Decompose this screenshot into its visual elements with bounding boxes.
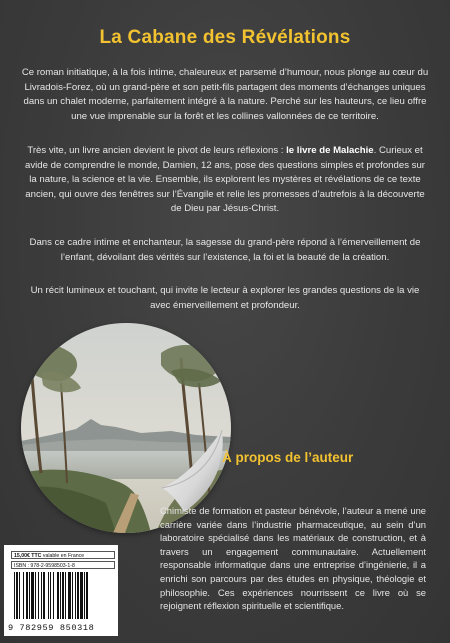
- barcode-bar: [86, 572, 88, 619]
- barcode-bar: [23, 572, 24, 619]
- barcode-digits: 9 782959 850318: [8, 623, 95, 633]
- synopsis-paragraph-4: Un récit lumineux et touchant, qui invite le lecteur à explorer les grandes questions de la vie avec émerveillement et profondeur.: [30, 285, 420, 311]
- isbn-label: ISBN : 978-2-9598503-1-8: [11, 561, 115, 569]
- barcode-bar: [31, 572, 34, 619]
- book-title: La Cabane des Révélations: [99, 27, 351, 48]
- book-reference: le livre de Malachie: [286, 145, 374, 156]
- barcode-bar: [29, 572, 30, 619]
- synopsis-p2-start: Très vite, un livre ancien devient le pivot de leurs réflexions :: [27, 145, 287, 156]
- barcode-bar: [60, 572, 61, 619]
- barcode-bar: [19, 572, 20, 619]
- barcode-bar: [84, 572, 85, 619]
- barcode-bar: [53, 572, 54, 619]
- barcode-bar: [41, 572, 42, 619]
- barcode-bar: [72, 572, 73, 619]
- price-note: valable en France: [42, 553, 85, 559]
- barcode-bar: [26, 572, 28, 619]
- barcode-bar: [16, 572, 18, 619]
- synopsis-paragraph-1: Ce roman initiatique, à la fois intime, chaleureux et parsemé d’humour, nous plonge au cœur du Livradois-Forez, où un grand-père et son petit-fils partagent des moments d’échanges uniques dans un chalet moderne, parfaitement intégré à la nature. Perché sur les hauteurs, ce lieu offre une vue imprenable sur la forêt et les collines vallonnées de ce territoire.: [21, 67, 429, 122]
- barcode-bar: [57, 572, 59, 619]
- barcode-bar: [43, 572, 45, 619]
- synopsis-p2-end: . Curieux et avide de comprendre le monde, Damien, 12 ans, pose des questions simples et profondes sur la nature, la science et la vie. Ensemble, ils explorent les mystères et révélations de ce texte ancien, qui ouvre des fenêtres sur l’Évangile et relie les promesses d’autrefois à la découverte de Dieu par Jésus-Christ.: [25, 145, 425, 215]
- about-author-heading: À propos de l’auteur: [222, 450, 354, 465]
- barcode-bar: [77, 572, 79, 619]
- synopsis-paragraph-3: Dans ce cadre intime et enchanteur, la sagesse du grand-père répond à l’émerveillement de l’enfant, dévoilant des vérités sur l’existence, la foi et la beauté de la création.: [29, 237, 421, 263]
- barcode-bar: [35, 572, 36, 619]
- barcode-bar: [68, 572, 71, 619]
- author-bio: Chimiste de formation et pasteur bénévole, l’auteur a mené une carrière variée dans l’industrie pharmaceutique, au sein d’un laboratoire spécialisé dans les matériaux de construction, et à travers un engagement communautaire. Actuellement responsable informatique dans une entreprise d’ingénierie, il a enrichi son parcours par des études en physique, théologie et philosophie. Ces expériences nourrissent ce livre où se rejoignent réflexion spirituelle et scientifique.: [160, 505, 426, 612]
- barcode-bars: [14, 572, 112, 619]
- barcode-bar: [62, 572, 64, 619]
- price-label: [11, 551, 115, 559]
- barcode-bar: [48, 572, 49, 619]
- barcode-block: [4, 545, 118, 636]
- barcode-bar: [75, 572, 76, 619]
- barcode-bar: [80, 572, 83, 619]
- synopsis-paragraph-2: [20, 144, 430, 217]
- barcode-bar: [38, 572, 39, 619]
- barcode-bar: [65, 572, 66, 619]
- barcode-bar: [14, 572, 15, 619]
- price-value: 15,00€ TTC: [14, 553, 42, 559]
- barcode-bar: [50, 572, 51, 619]
